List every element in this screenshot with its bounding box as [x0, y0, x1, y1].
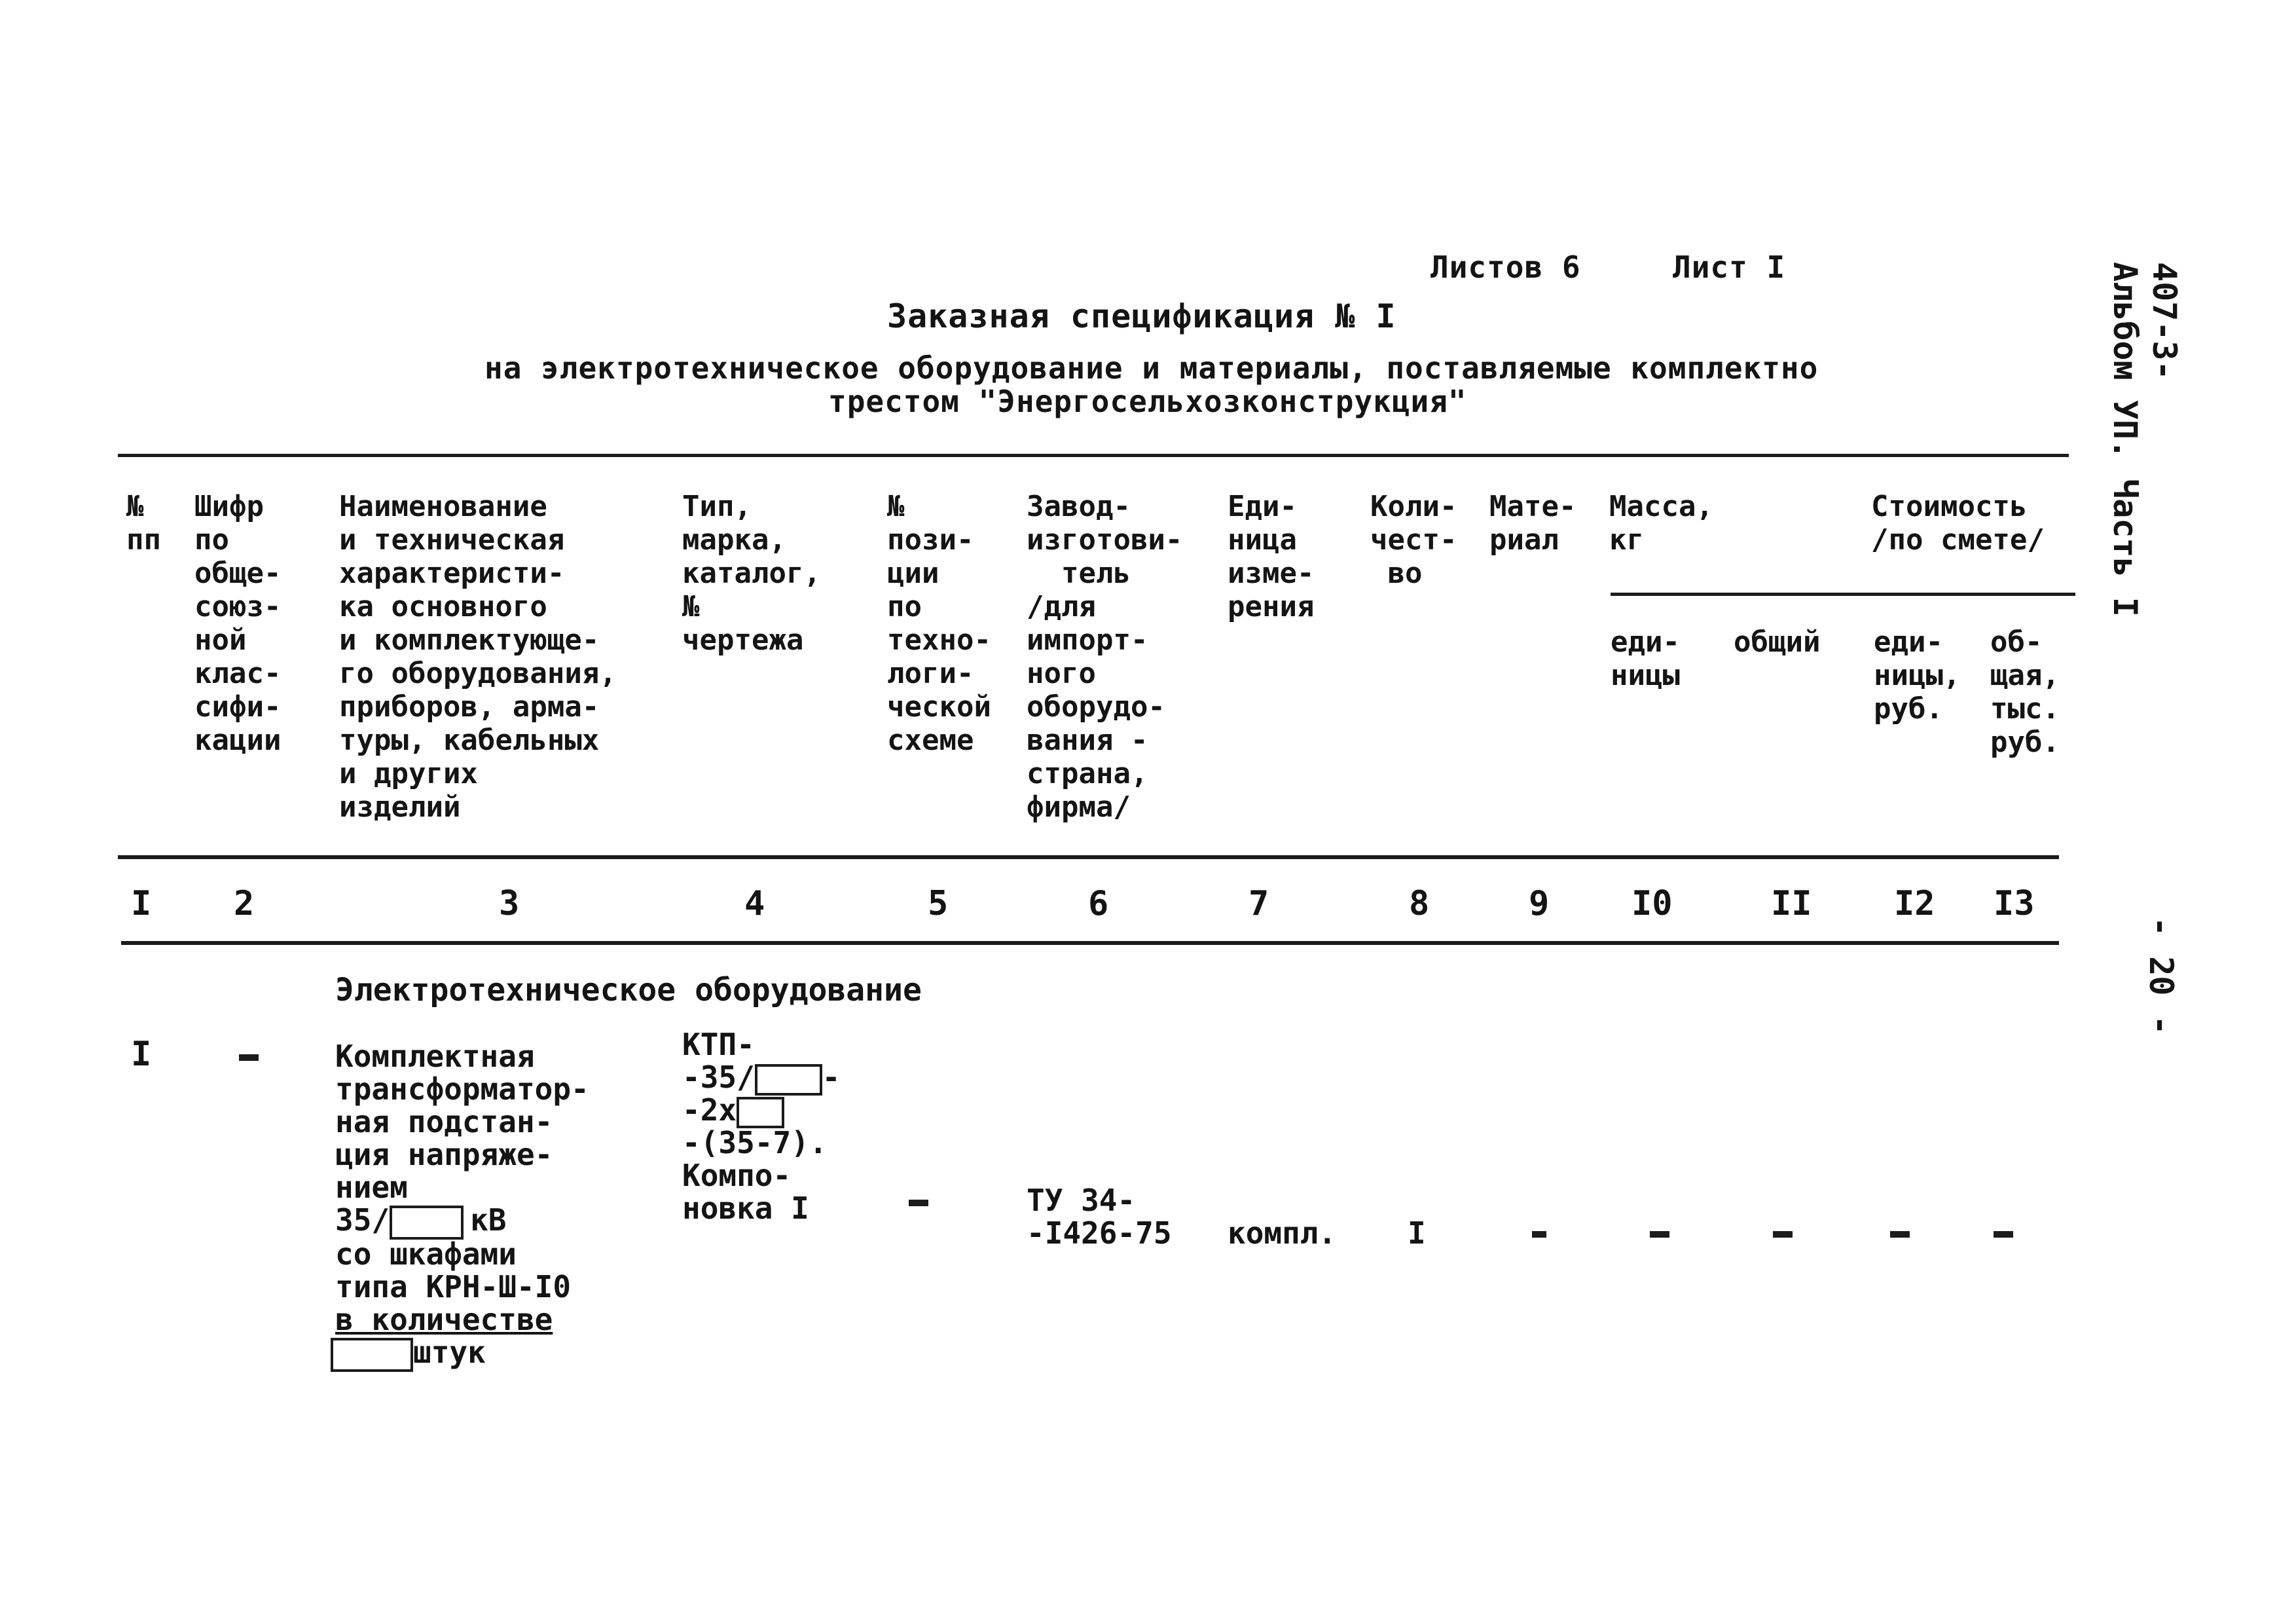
- col-number-4: 4: [744, 884, 765, 923]
- row-1-name-voltage-prefix: 35/: [335, 1202, 390, 1238]
- col-head-8: Коли- чест- во: [1370, 490, 1457, 590]
- document-subtitle: на электротехническое оборудование и материалы, поставляемые комплектно: [484, 350, 1819, 386]
- row-1-unit: компл.: [1228, 1215, 1337, 1251]
- row-1-position-dash: [909, 1200, 928, 1206]
- group-divider-rule: [1611, 593, 2075, 596]
- col-number-12: I2: [1894, 884, 1935, 923]
- col-number-2: 2: [234, 884, 255, 923]
- row-1-material-dash: [1532, 1231, 1546, 1238]
- col-head-12: еди- ницы, руб.: [1874, 625, 1961, 726]
- page-number: - 20 -: [2142, 917, 2180, 1035]
- row-1-name-line-6: со шкафами: [335, 1236, 517, 1272]
- col-head-7: Еди- ница изме- рения: [1228, 490, 1315, 623]
- row-1-name-count: [331, 1336, 486, 1372]
- col-head-3: Наименование и техническая характеристи- ка основного и комплектующе- го оборудования, приборов, арма- туры, кабельных и других изделий: [339, 490, 617, 824]
- document-subtitle-trust: трестом "Энергосельхозконструкция": [828, 384, 1467, 419]
- row-1-name-line-2: трансформатор-: [335, 1071, 589, 1107]
- row-1-maker-line-1: ТУ 34-: [1027, 1183, 1136, 1218]
- col-head-2: Шифр по обще- союз- ной клас- сифи- кации: [194, 490, 282, 757]
- col-number-5: 5: [928, 884, 949, 923]
- sheets-total: Листов 6: [1430, 249, 1581, 285]
- numbers-bottom-rule: [121, 941, 2059, 945]
- row-1-type-line-3-prefix: -2х: [682, 1092, 737, 1128]
- row-1-qty: I: [1408, 1215, 1426, 1251]
- col-number-13: I3: [1994, 884, 2035, 923]
- row-1-name-line-1: Комплектная: [335, 1039, 535, 1074]
- type-blank-box-1: [755, 1064, 822, 1096]
- row-1-name-count-suffix: штук: [413, 1335, 486, 1370]
- col-head-6: Завод- изготови- тель /для импорт- ного оборудо- вания - страна, фирма/: [1027, 490, 1183, 824]
- row-1-type-line-2-suffix: -: [822, 1060, 841, 1095]
- col-head-1: № пп: [126, 490, 161, 557]
- row-1-mass-total-dash: [1773, 1231, 1793, 1238]
- row-1-type-line-2-prefix: -35/: [682, 1060, 755, 1095]
- row-1-name-voltage: [335, 1204, 506, 1240]
- row-1-name-line-8: в количестве: [335, 1302, 553, 1337]
- row-1-type-line-5: Компо-: [682, 1158, 792, 1193]
- col-head-11: общий: [1734, 625, 1821, 659]
- col-number-1: I: [131, 884, 152, 923]
- row-1-type-line-6: новка I: [682, 1190, 809, 1226]
- row-1-type-line-1: КТП-: [682, 1027, 755, 1062]
- col-head-9: Мате- риал: [1489, 490, 1576, 557]
- type-blank-box-2: [737, 1097, 784, 1128]
- row-1-type-line-4: -(35-7).: [682, 1125, 828, 1160]
- row-1-cost-total-dash: [1994, 1231, 2013, 1238]
- album-part: Альбом УП. Часть I: [2106, 262, 2144, 617]
- row-1-name-line-5: нием: [335, 1170, 408, 1205]
- header-bottom-rule: [118, 855, 2059, 859]
- row-1-name-line-4: ция напряже-: [335, 1137, 553, 1172]
- col-number-8: 8: [1409, 884, 1430, 923]
- col-number-7: 7: [1248, 884, 1269, 923]
- row-1-name-voltage-suffix: кВ: [470, 1202, 507, 1238]
- col-number-6: 6: [1088, 884, 1109, 923]
- col-number-3: 3: [499, 884, 520, 923]
- col-head-10: еди- ницы: [1611, 625, 1680, 692]
- col-number-11: II: [1771, 884, 1812, 923]
- row-1-code-dash: [239, 1054, 259, 1061]
- count-blank-box: [331, 1338, 413, 1372]
- col-head-4: Тип, марка, каталог, № чертежа: [682, 490, 821, 657]
- mass-group-head: Масса, кг: [1609, 490, 1713, 557]
- row-1-number: I: [131, 1035, 152, 1074]
- row-1-name-line-7: типа КРН-Ш-I0: [335, 1269, 572, 1304]
- col-number-9: 9: [1529, 884, 1550, 923]
- row-1-cost-unit-dash: [1890, 1231, 1910, 1238]
- cost-group-head: Стоимость /по смете/: [1871, 490, 2045, 557]
- album-code: 407-3-: [2145, 262, 2183, 380]
- col-number-10: I0: [1631, 884, 1673, 923]
- col-head-13: об- щая, тыс. руб.: [1990, 625, 2060, 759]
- section-heading: Электротехническое оборудование: [335, 972, 922, 1008]
- document-title: Заказная спецификация № I: [887, 297, 1396, 335]
- row-1-type-line-3: [682, 1094, 784, 1128]
- row-1-type-line-2: [682, 1061, 840, 1096]
- row-1-name-line-3: ная подстан-: [335, 1104, 553, 1139]
- row-1-maker-line-2: -I426-75: [1027, 1215, 1172, 1251]
- voltage-blank-box: [390, 1206, 464, 1240]
- col-head-5: № пози- ции по техно- логи- ческой схеме: [887, 490, 991, 757]
- row-1-mass-unit-dash: [1650, 1231, 1669, 1238]
- sheet-number: Лист I: [1673, 249, 1786, 285]
- table-top-rule: [118, 454, 2069, 457]
